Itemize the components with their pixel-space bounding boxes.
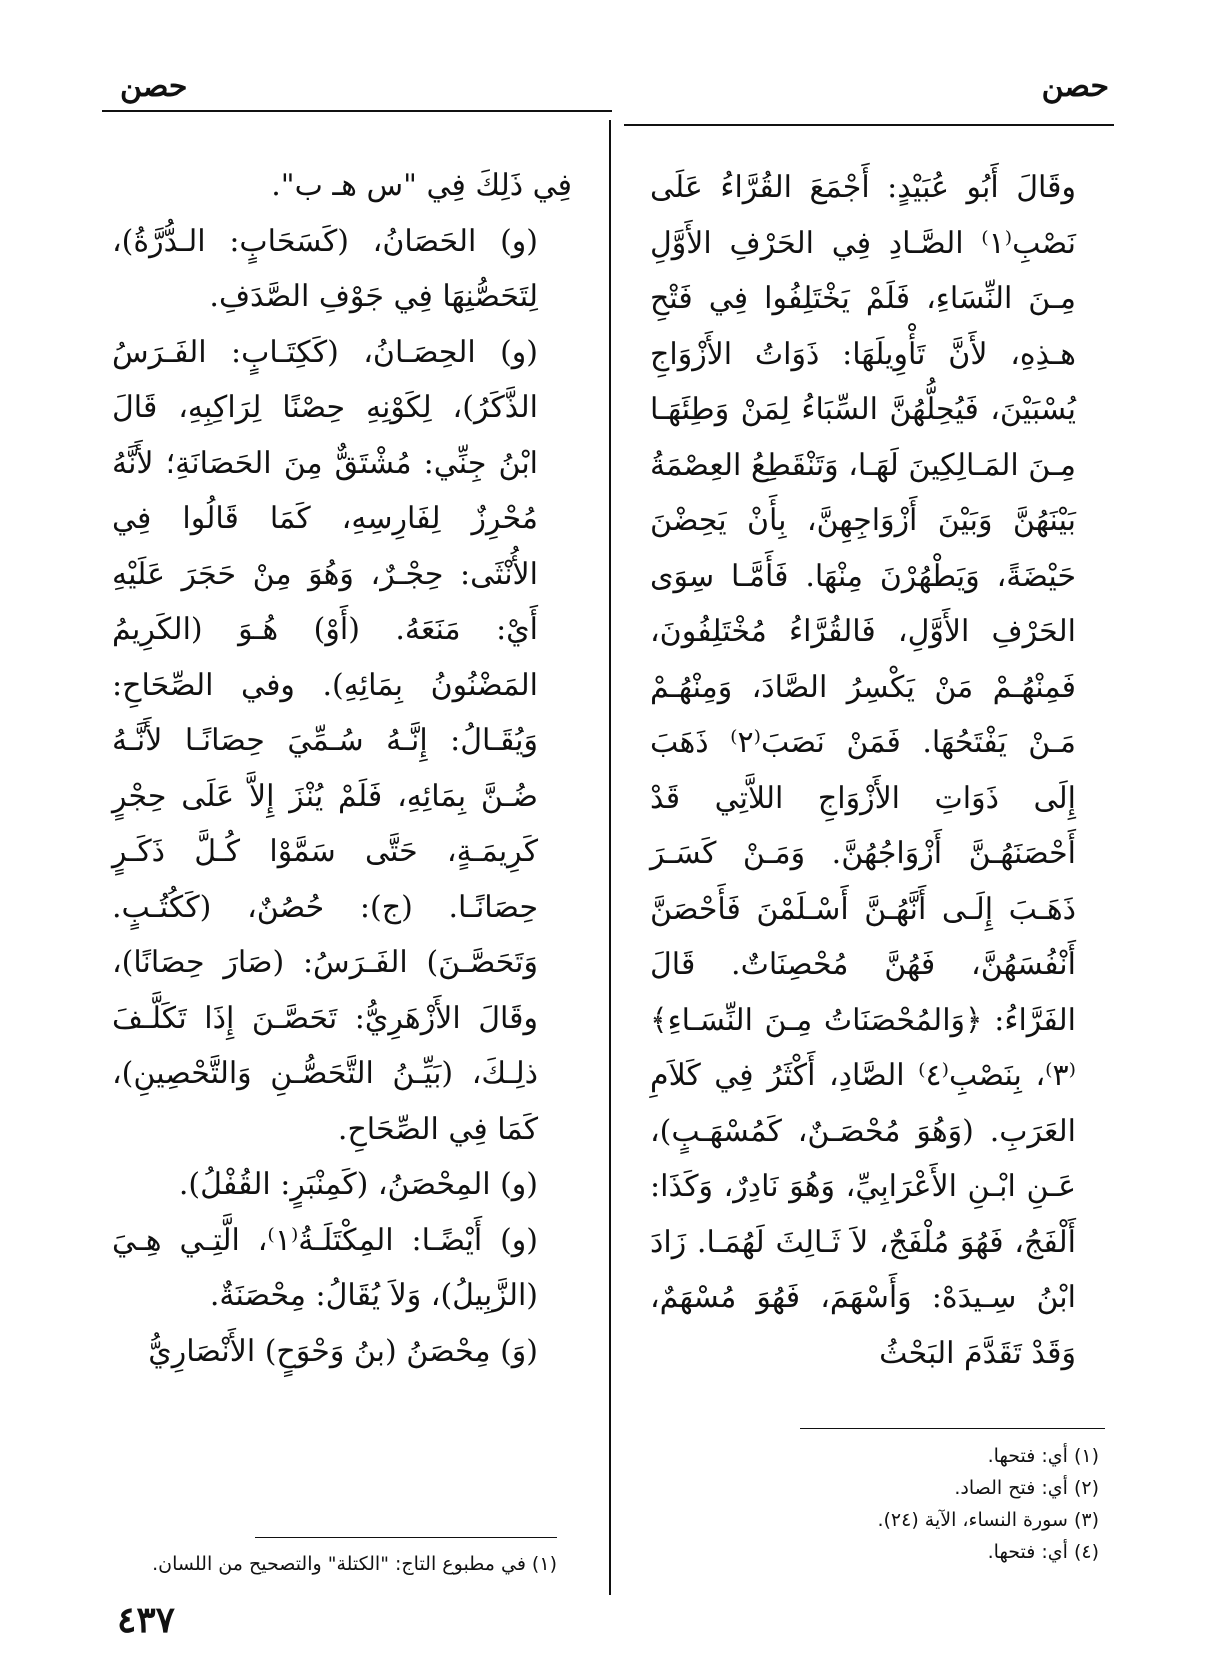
footnote: (١) أي: فتحها. xyxy=(987,1445,1099,1467)
header-rule-left xyxy=(102,110,612,112)
footnote: (٢) أي: فتح الصاد. xyxy=(954,1477,1099,1499)
left-column-paragraph: (وَ) مِحْصَنُ (بنُ وَحْوَحٍ) الأَنْصَارِيُّ xyxy=(148,1333,538,1369)
left-column xyxy=(112,158,572,1379)
running-header-right: حصن xyxy=(1041,69,1109,104)
header-rule-right xyxy=(624,124,1114,126)
footnote: (٤) أي: فتحها. xyxy=(987,1541,1099,1563)
left-column-paragraph: (و) الحِصَـانُ، (كَكِتَـابٍ: الفَـرَسُ الذَّكَرُ)، لِكَوْنِهِ حِصْنًا لِرَاكِبِهِ، قَالَ ابْنُ جِنِّي: مُشْتَقٌّ مِنَ الحَصَانَةِ؛ لأَنَّهُ مُحْرِزٌ لِفَارِسِهِ، كَمَا قَالُوا فِي الأُنْثَى: حِجْـرٌ، وَهُوَ مِنْ حَجَرَ عَلَيْهِ أَيْ: مَنَعَهُ. (أَوْ) هُـوَ (الكَرِيمُ المَضْنُونُ بِمَائِهِ). وفي الصِّحَاحِ: وَيُقَـالُ: إِنَّـهُ سُـمِّيَ حِصَانًـا لأَنَّـهُ ضُـنَّ بِمَائِهِ، فَلَمْ يُنْزَ إِلاَّ عَلَى حِجْرٍ كَرِيمَـةٍ، حَتَّى سَمَّوْا كُـلَّ ذَكَـرٍ حِصَانًـا. (ج): حُصُنٌ، (كَكُتُـبٍ. وَتَحَصَّـنَ) الفَـرَسُ: (صَارَ حِصَانًا)، وقَالَ الأَزْهَرِيُّ: تَحَصَّـنَ إِذَا تَكَلَّـفَ ذلِـكَ، (بَيِّـنُ التَّحَصُّـنِ وَالتَّحْصِينِ)، كَمَا فِي الصِّحَاحِ. xyxy=(112,334,538,1147)
footnote: (٣) سورة النساء، الآية (٢٤). xyxy=(877,1509,1099,1531)
left-column-paragraph: (و) المِحْصَنُ، (كَمِنْبَرٍ: القُفْلُ). xyxy=(178,1167,538,1202)
left-column-paragraph: (و) أَيْضًـا: المِكْتَلَـةُ⁽١⁾، الَّتِـي هِـيَ (الزَّبِيلُ)، وَلاَ يُقَالُ: مِحْصَنَةٌ. xyxy=(112,1222,538,1313)
footnote-rule-left xyxy=(255,1537,557,1538)
footnote: (١) في مطبوع التاج: "الكتلة" والتصحيح من اللسان. xyxy=(152,1553,557,1575)
footnotes-left xyxy=(127,1548,557,1580)
right-column xyxy=(650,160,1110,1381)
left-column-paragraph: فِي ذَلِكَ فِي "س هـ ب". xyxy=(271,168,572,203)
left-column-paragraph: (و) الحَصَانُ، (كَسَحَابٍ: الـدُّرَّةُ)، لِتَحَصُّنِهَا فِي جَوْفِ الصَّدَفِ. xyxy=(112,223,538,314)
right-column-paragraph: وقَالَ أَبُو عُبَيْدٍ: أَجْمَعَ القُرَّاءُ عَلَى نَصْبِ⁽١⁾ الصَّـادِ فِي الحَرْفِ الأَوَّلِ مِـنَ النِّسَاءِ، فَلَمْ يَخْتَلِفُوا فِي فَتْحِ هـذِهِ، لأَنَّ تَأْوِيلَهَا: ذَوَاتُ الأَزْوَاجِ يُسْبَيْنَ، فَيُحِلُّهُنَّ السِّبَاءُ لِمَنْ وَطِئَهَـا مِـنَ المَـالِكِينَ لَهَـا، وَتَنْقَطِعُ العِصْمَةُ بَيْنَهُنَّ وَبَيْنَ أَزْوَاجِهِنَّ، بِأَنْ يَحِضْنَ حَيْضَةً، وَيَطْهُرْنَ مِنْهَا. فَأَمَّـا سِوَى الحَرْفِ الأَوَّلِ، فَالقُرَّاءُ مُخْتَلِفُونَ، فَمِنْهُـمْ مَنْ يَكْسِرُ الصَّادَ، وَمِنْهُـمْ مَـنْ يَفْتَحُهَا. فَمَنْ نَصَبَ⁽٢⁾ ذَهَبَ إِلَى ذَوَاتِ الأَزْوَاجِ اللاَّتِي قَدْ أَحْصَنَهُـنَّ أَزْوَاجُهُنَّ. وَمَـنْ كَسَـرَ ذَهَـبَ إِلَـى أَنَّهُـنَّ أَسْـلَمْنَ فَأَحْصَنَّ أَنْفُسَهُنَّ، فَهُنَّ مُحْصِنَاتٌ. قَالَ الفَرَّاءُ: ﴿وَالمُحْصَنَاتُ مِـنَ النِّسَـاءِ﴾⁽٣⁾، بِنَصْبِ⁽٤⁾ الصَّادِ، أَكْثَرُ فِي كَلاَمِ العَرَبِ. (وَهُوَ مُحْصَـنٌ، كَمُسْهَـبٍ)، عَـنِ ابْـنِ الأَعْرَابِيِّ، وَهُوَ نَادِرٌ، وَكَذَا: أَلْفَجُ، فَهُوَ مُلْفَجٌ، لاَ ثَـالِثَ لَهُمَـا. زَادَ ابْنُ سِـيدَهْ: وَأَسْهَمَ، فَهُوَ مُسْهَمٌ، وَقَدْ تَقَدَّمَ البَحْثُ xyxy=(650,170,1076,1371)
footnotes-right xyxy=(799,1440,1099,1568)
page-number: ٤٣٧ xyxy=(117,1599,176,1641)
footnote-rule-right xyxy=(800,1428,1105,1429)
running-header-left: حصن xyxy=(120,69,188,104)
column-divider xyxy=(609,120,611,1595)
